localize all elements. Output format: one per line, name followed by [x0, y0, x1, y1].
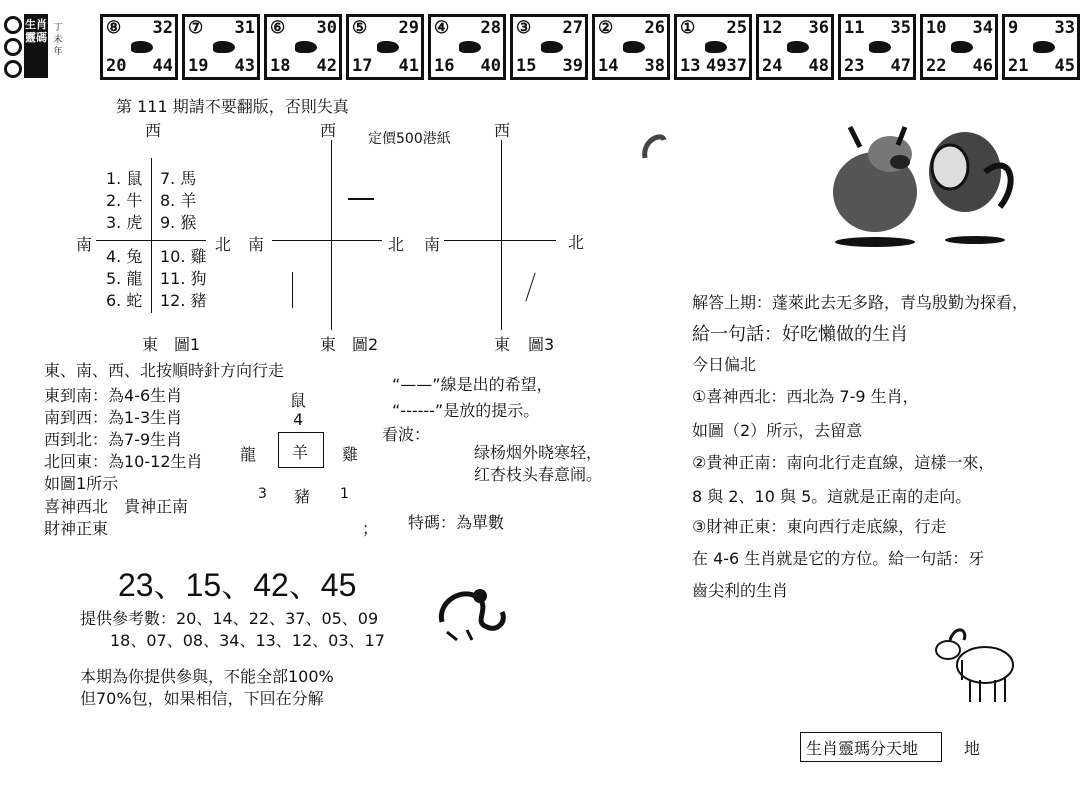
main-numbers: 23、15、42、45 [118, 567, 357, 603]
header-cell-number: 47 [890, 56, 911, 76]
direction-line: 北回東：為10-12生肖 [44, 452, 203, 471]
zodiac-item-left: 2. 牛 [106, 191, 143, 210]
header-cell [428, 14, 506, 80]
gods-line2: 財神正東 [44, 519, 109, 538]
header-cell-number: ⑦ [188, 18, 204, 38]
diagram1-caption: 圖1 [174, 335, 201, 354]
answer-line1: 解答上期：蓬萊此去无多路，青鸟殷勤为探看， [692, 293, 1029, 312]
diagram2-vertical [331, 140, 332, 330]
zodiac-silhouette-icon [213, 41, 235, 53]
year-label: 丁未年 [53, 23, 63, 57]
header-cell-number: ① [680, 18, 696, 38]
answer-line2: 給一句話：好吃懶做的生肖 [692, 324, 908, 345]
diagram2-horizontal [272, 240, 382, 241]
answer-line4: ①喜神西北：西北為 7-9 生肖， [692, 387, 919, 406]
footer-tag-tail: 地 [964, 739, 981, 758]
header-cell-number: 11 [844, 18, 865, 38]
box-right: 雞 [342, 445, 359, 464]
direction-line: 西到北：為7-9生肖 [44, 430, 183, 449]
header-cell [756, 14, 834, 80]
header-cell [510, 14, 588, 80]
diagram2-lower-mark [292, 272, 293, 308]
header-cell-number: 33 [1054, 18, 1075, 38]
box-bottom-mid: 豬 [294, 487, 311, 506]
header-cell [346, 14, 424, 80]
zodiac-silhouette-icon [131, 41, 153, 53]
direction-line: 東到南：為4-6生肖 [44, 386, 183, 405]
header-cell-number: 32 [152, 18, 173, 38]
header-cell-number: 19 [188, 56, 209, 76]
zodiac-silhouette-icon [787, 41, 809, 53]
header-cell [592, 14, 670, 80]
header-cell-number: ③ [516, 18, 532, 38]
diagram3-west: 西 [494, 121, 511, 140]
header-cell [674, 14, 752, 80]
header-cell-number: 43 [234, 56, 255, 76]
header-cell-number: 34 [972, 18, 993, 38]
price-text: 定價500港紙 [368, 131, 451, 147]
diagram1-vertical [151, 158, 152, 313]
header-cell [920, 14, 998, 80]
small-mark-illustration [640, 130, 670, 164]
answer-line8: ③財神正東：東向西行走底線，行走 [692, 517, 947, 536]
answer-line3: 今日偏北 [692, 355, 757, 374]
header-cell-number: 29 [398, 18, 419, 38]
diagram1-west: 西 [145, 121, 162, 140]
diagram1-horizontal [96, 240, 206, 241]
header-cell-number: 24 [762, 56, 783, 76]
zodiac-silhouette-icon [1033, 41, 1055, 53]
zodiac-silhouette-icon [623, 41, 645, 53]
zodiac-item-right: 7. 馬 [160, 169, 197, 188]
header-cell-number: 10 [926, 18, 947, 38]
zodiac-item-right: 8. 羊 [160, 191, 197, 210]
zodiac-silhouette-icon [869, 41, 891, 53]
diagram3-caption: 圖3 [528, 335, 555, 354]
warning-text: 第 111 期請不要翻版，否則失真 [116, 97, 349, 116]
header-cell-number: 40 [480, 56, 501, 76]
note-line2: 但70%包，如果相信，下回在分解 [80, 689, 324, 708]
diagram1-south: 南 [76, 235, 93, 254]
box-center: 羊 [292, 443, 309, 462]
answer-line9: 在 4-6 生肖就是它的方位。給一句話：牙 [692, 549, 985, 568]
legend-line2: “------”是放的提示。 [392, 401, 540, 420]
direction-line: 南到西：為1-3生肖 [44, 408, 183, 427]
header-cell-number: 20 [106, 56, 127, 76]
zodiac-silhouette-icon [295, 41, 317, 53]
diagram1-east: 東 [142, 335, 159, 354]
header-cell-number: 45 [1054, 56, 1075, 76]
header-cell-number: 4937 [706, 56, 747, 76]
header-cell-number: 14 [598, 56, 619, 76]
diagram3-south: 南 [424, 235, 441, 254]
diagram3-east: 東 [494, 335, 511, 354]
poem-line2: 红杏枝头春意闹。 [474, 465, 603, 484]
answer-line5: 如圖（2）所示，去留意 [692, 421, 863, 440]
zodiac-silhouette-icon [459, 41, 481, 53]
header-cell-number: ⑧ [106, 18, 122, 38]
note-line1: 本期為你提供參與，不能全部100% [80, 667, 334, 686]
zodiac-silhouette-icon [377, 41, 399, 53]
reference-numbers: 提供參考數：20、14、22、37、05、09 [80, 609, 379, 628]
footer-tag: 生肖靈瑪分天地 [806, 739, 919, 758]
legend-line1: “——”線是出的希望， [392, 375, 553, 394]
box-left: 龍 [240, 445, 257, 464]
header-cell-number: 15 [516, 56, 537, 76]
header-strip [0, 12, 1080, 84]
header-cell-number: ⑤ [352, 18, 368, 38]
diagram3-horizontal [444, 240, 556, 241]
reference-numbers-line2: 18、07、08、34、13、12、03、17 [110, 631, 385, 650]
header-cell-number: 22 [926, 56, 947, 76]
legend-look: 看波： [382, 425, 431, 444]
box-top: 鼠 [290, 391, 307, 410]
brand-label: 生肖靈碼 [24, 14, 48, 78]
header-cell-number: 17 [352, 56, 373, 76]
header-cell-number: 35 [890, 18, 911, 38]
header-cell-number: 18 [270, 56, 291, 76]
semicolon: ； [362, 519, 379, 538]
zodiac-item-right: 11. 狗 [160, 269, 207, 288]
diagram1-north: 北 [215, 235, 232, 254]
diagram2-east: 東 [320, 335, 337, 354]
dragon-illustration [432, 582, 512, 644]
diagram2-west: 西 [320, 121, 337, 140]
header-cell-number: 30 [316, 18, 337, 38]
header-cell-number: 27 [562, 18, 583, 38]
diagram2-solid-mark [348, 198, 374, 200]
zodiac-silhouette-icon [705, 41, 727, 53]
answer-line6: ②貴神正南：南向北行走直線，這樣一來， [692, 453, 995, 472]
header-cell-number: 46 [972, 56, 993, 76]
header-cell [182, 14, 260, 80]
header-cell-number: 44 [152, 56, 173, 76]
diagram2-south: 南 [248, 235, 265, 254]
header-cell-number: 21 [1008, 56, 1029, 76]
special-code: 特碼：為單數 [408, 513, 505, 532]
header-cell-number: 39 [562, 56, 583, 76]
goat-illustration [930, 620, 1020, 710]
diagram3-vertical [501, 140, 502, 330]
zodiac-item-left: 3. 虎 [106, 213, 143, 232]
answer-line10: 齒尖利的生肖 [692, 581, 789, 600]
zodiac-item-right: 10. 雞 [160, 247, 207, 266]
header-cell-number: 31 [234, 18, 255, 38]
header-cell-number: 26 [644, 18, 665, 38]
zodiac-item-left: 1. 鼠 [106, 169, 143, 188]
zodiac-item-left: 5. 龍 [106, 269, 143, 288]
box-bottom-left: 3 [258, 486, 267, 502]
header-cell-number: 48 [808, 56, 829, 76]
header-cell-number: ④ [434, 18, 450, 38]
zodiac-silhouette-icon [951, 41, 973, 53]
header-cell-number: 36 [808, 18, 829, 38]
header-cell-number: 13 [680, 56, 701, 76]
zodiac-item-left: 6. 蛇 [106, 291, 143, 310]
header-cell-number: 23 [844, 56, 865, 76]
zodiac-item-left: 4. 兔 [106, 247, 143, 266]
poem-line1: 绿杨烟外晓寒轻， [474, 443, 603, 462]
header-cell [264, 14, 342, 80]
header-cell [838, 14, 916, 80]
answer-line7: 8 與 2、10 與 5。這就是正南的走向。 [692, 487, 972, 506]
zodiac-item-right: 9. 猴 [160, 213, 197, 232]
zodiac-silhouette-icon [541, 41, 563, 53]
header-cell-number: 42 [316, 56, 337, 76]
header-cell [1002, 14, 1080, 80]
header-cell-number: 38 [644, 56, 665, 76]
header-cell [100, 14, 178, 80]
diagram2-north: 北 [388, 235, 405, 254]
header-cell-number: ⑥ [270, 18, 286, 38]
direction-intro: 東、南、西、北按順時針方向行走 [44, 361, 285, 380]
gods-line1: 喜神西北 貴神正南 [44, 497, 189, 516]
diagram2-caption: 圖2 [352, 335, 379, 354]
diagram3-slash-mark [525, 273, 535, 302]
header-cell-number: ② [598, 18, 614, 38]
box-top-num: 4 [293, 410, 304, 429]
header-cell-number: 25 [726, 18, 747, 38]
header-circles [4, 16, 22, 82]
diagram3-north: 北 [568, 233, 585, 252]
header-cell-number: 41 [398, 56, 419, 76]
header-cell-number: 12 [762, 18, 783, 38]
header-cell-number: 9 [1008, 18, 1019, 38]
header-cell-number: 16 [434, 56, 455, 76]
direction-line: 如圖1所示 [44, 474, 119, 493]
pig-monkey-illustration [820, 112, 1030, 252]
zodiac-item-right: 12. 豬 [160, 291, 207, 310]
header-cell-number: 28 [480, 18, 501, 38]
box-bottom-right: 1 [340, 486, 349, 502]
